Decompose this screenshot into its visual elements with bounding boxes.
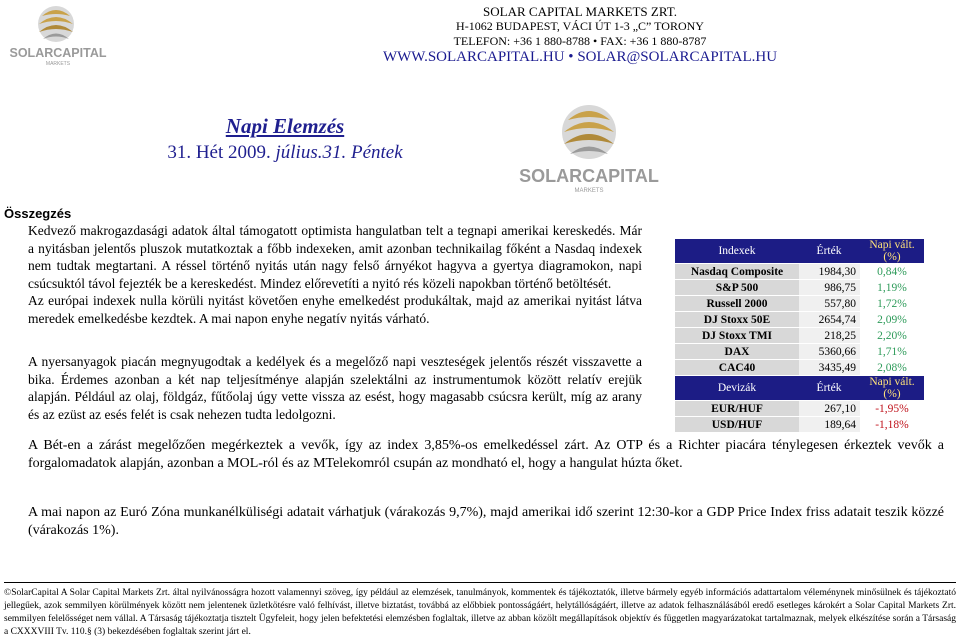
report-date — [150, 141, 420, 165]
logo-wordmark: SOLARCAPITAL — [9, 46, 107, 60]
email-link[interactable]: SOLAR@SOLARCAPITAL.HU — [577, 49, 778, 65]
company-address: H-1062 BUDAPEST, VÁCI ÚT 1-3 „C” TORONY — [456, 19, 704, 33]
instrument-value: 267,10 — [799, 401, 860, 417]
instrument-name: EUR/HUF — [675, 401, 799, 417]
table-header-cell: Napi vált. (%) — [860, 376, 924, 401]
instrument-value: 218,25 — [799, 328, 860, 344]
instrument-name: USD/HUF — [675, 417, 799, 433]
report-date-day: július.31. Péntek — [275, 142, 403, 163]
table-header-cell: Érték — [799, 376, 860, 401]
table-row — [675, 312, 924, 328]
logo-subtext: MARKETS — [574, 188, 604, 194]
table-row — [675, 296, 924, 312]
instrument-value: 1984,30 — [799, 264, 860, 280]
table-row — [675, 417, 924, 433]
instrument-name: DJ Stoxx TMI — [675, 328, 799, 344]
instrument-name: Russell 2000 — [675, 296, 799, 312]
instrument-name: S&P 500 — [675, 280, 799, 296]
table-header-cell: Devizák — [675, 376, 799, 401]
paragraph-commodities: A nyersanyagok piacán megnyugodtak a kedélyek és a megelőző napi veszteségek jelentős részét visszavette a bika. Érdemes azonban a két nap teljesítménye alapján szelektálni az instrumentumok között relatív erejük alapján. Például az olaj, földgáz, fűtőolaj úgy vette vissza az esést, hogy magasabb csúcsra került, míg az arany és az ezüst az esés felét is csak nehezen tudta ledolgozni. — [28, 354, 642, 422]
table-header-cell: Napi vált. (%) — [860, 239, 924, 264]
company-name: SOLAR CAPITAL MARKETS ZRT. — [483, 4, 677, 19]
table-row — [675, 401, 924, 417]
table-header-indexes — [675, 239, 924, 264]
instrument-name: Nasdaq Composite — [675, 264, 799, 280]
report-date-week: 31. Hét 2009. — [167, 142, 276, 163]
paragraph-bet: A Bét-en a zárást megelőzően megérkeztek a vevők, így az index 3,85%-os emelkedéssel zárt. Az OTP és a Richter piacára ténylegesen érkeztek vevők a forgalomadatok alapján, azonban a MOL-ról és az MTelekomról csupán az mondható el, hogy a hangulat húzta őket. — [28, 438, 944, 471]
instrument-name: CAC40 — [675, 360, 799, 376]
paragraph-us-text: Kedvező makrogazdasági adatok által támogatott optimista hangulatban telt a tegnapi amerikai kereskedés. Már a nyitásban jelentős pluszok mutatkoztak a főbb indexeken, amit azonban technikailag főként a Nasdaq indexek nem tudtak megtartani. A réssel történő nyitás után nagy felső árnyékot hagyva a gyertya diagramokon, napi csúcsuktól távol fejezték be a kereskedést. Mindez előrevetíti a nyitó rés közeli napokban történő betöltését. — [28, 223, 642, 291]
report-title-block — [150, 115, 420, 165]
website-link[interactable]: WWW.SOLARCAPITAL.HU — [382, 49, 565, 65]
instrument-name: DAX — [675, 344, 799, 360]
instrument-change: 1,72% — [860, 296, 924, 312]
instrument-change: -1,18% — [860, 417, 924, 433]
instrument-change: 2,20% — [860, 328, 924, 344]
section-title-summary: Összegzés — [4, 206, 72, 221]
instrument-change: 0,84% — [860, 264, 924, 280]
instrument-value: 2654,74 — [799, 312, 860, 328]
solarcapital-logo-center — [516, 102, 662, 194]
instrument-change: -1,95% — [860, 401, 924, 417]
instrument-name: DJ Stoxx 50E — [675, 312, 799, 328]
company-contacts — [280, 49, 880, 66]
table-row — [675, 344, 924, 360]
paragraph-outlook: A mai napon az Euró Zóna munkanélküliségi adatait várhatjuk (várakozás 9,7%), majd amerikai idő szerint 12:30-kor a GDP Price Index friss adatait teszik közzé (várakozás 1%). — [28, 505, 944, 538]
solarcapital-logo-top — [8, 2, 108, 66]
sun-globe-icon — [562, 105, 616, 159]
instrument-change: 2,08% — [860, 360, 924, 376]
logo-wordmark: SOLARCAPITAL — [519, 166, 659, 186]
separator: • — [568, 49, 574, 65]
table-row — [675, 328, 924, 344]
instrument-change: 1,71% — [860, 344, 924, 360]
instrument-value: 189,64 — [799, 417, 860, 433]
table-row — [675, 360, 924, 376]
sun-globe-icon — [38, 6, 74, 42]
disclaimer-footer — [4, 582, 956, 639]
table-header-cell: Érték — [799, 239, 860, 264]
market-data-table — [675, 239, 924, 433]
paragraph-europe-text: Az európai indexek nulla körüli nyitást követően enyhe emelkedést produkáltak, majd az amerikai nyitást látva meredek emelkedésbe kezdtek. A mai napon enyhe negatív nyitás várható. — [28, 293, 642, 326]
paragraph-us-market — [28, 222, 642, 327]
logo-subtext: MARKETS — [45, 61, 71, 66]
instrument-value: 986,75 — [799, 280, 860, 296]
instrument-value: 557,80 — [799, 296, 860, 312]
report-title: Napi Elemzés — [225, 114, 345, 138]
instrument-value: 3435,49 — [799, 360, 860, 376]
instrument-change: 1,19% — [860, 280, 924, 296]
instrument-value: 5360,66 — [799, 344, 860, 360]
instrument-change: 2,09% — [860, 312, 924, 328]
table-header-fx — [675, 376, 924, 401]
company-header — [280, 4, 880, 66]
table-header-cell: Indexek — [675, 239, 799, 264]
disclaimer-text: ©SolarCapital A Solar Capital Markets Zrt. által nyilvánosságra hozott valamennyi szöveg, így például az elemzések, tanulmányok, kommentek és tájékoztatók, illetve bármely egyéb információs adattartalom véleménynek minősülnek és tájékoztató jellegűek, azok semmilyen körülmények között nem jelentenek üzletkötésre való felhívást, illetve biztatást, továbbá az előbbiek pontosságáért, helytállóságáért, illetve az adatok felhasználásából eredő esetleges károkért a Solar Capital Markets Zrt. semmilyen felelősséget nem vállal. A Társaság tájékoztatja tisztelt Ügyfeleit, hogy jelen befektetési elemzésben foglaltak, illetve az abban közölt megállapítások objektív és független magyarázatokat tartalmaznak, melyek elkészítése során a Társaság a CXXXVIII Tv. 110.§ (3) bekezdésében foglaltak szerint járt el. — [4, 582, 956, 639]
company-phone: TELEFON: +36 1 880-8788 • FAX: +36 1 880-8787 — [453, 34, 707, 48]
table-row — [675, 264, 924, 280]
table-row — [675, 280, 924, 296]
